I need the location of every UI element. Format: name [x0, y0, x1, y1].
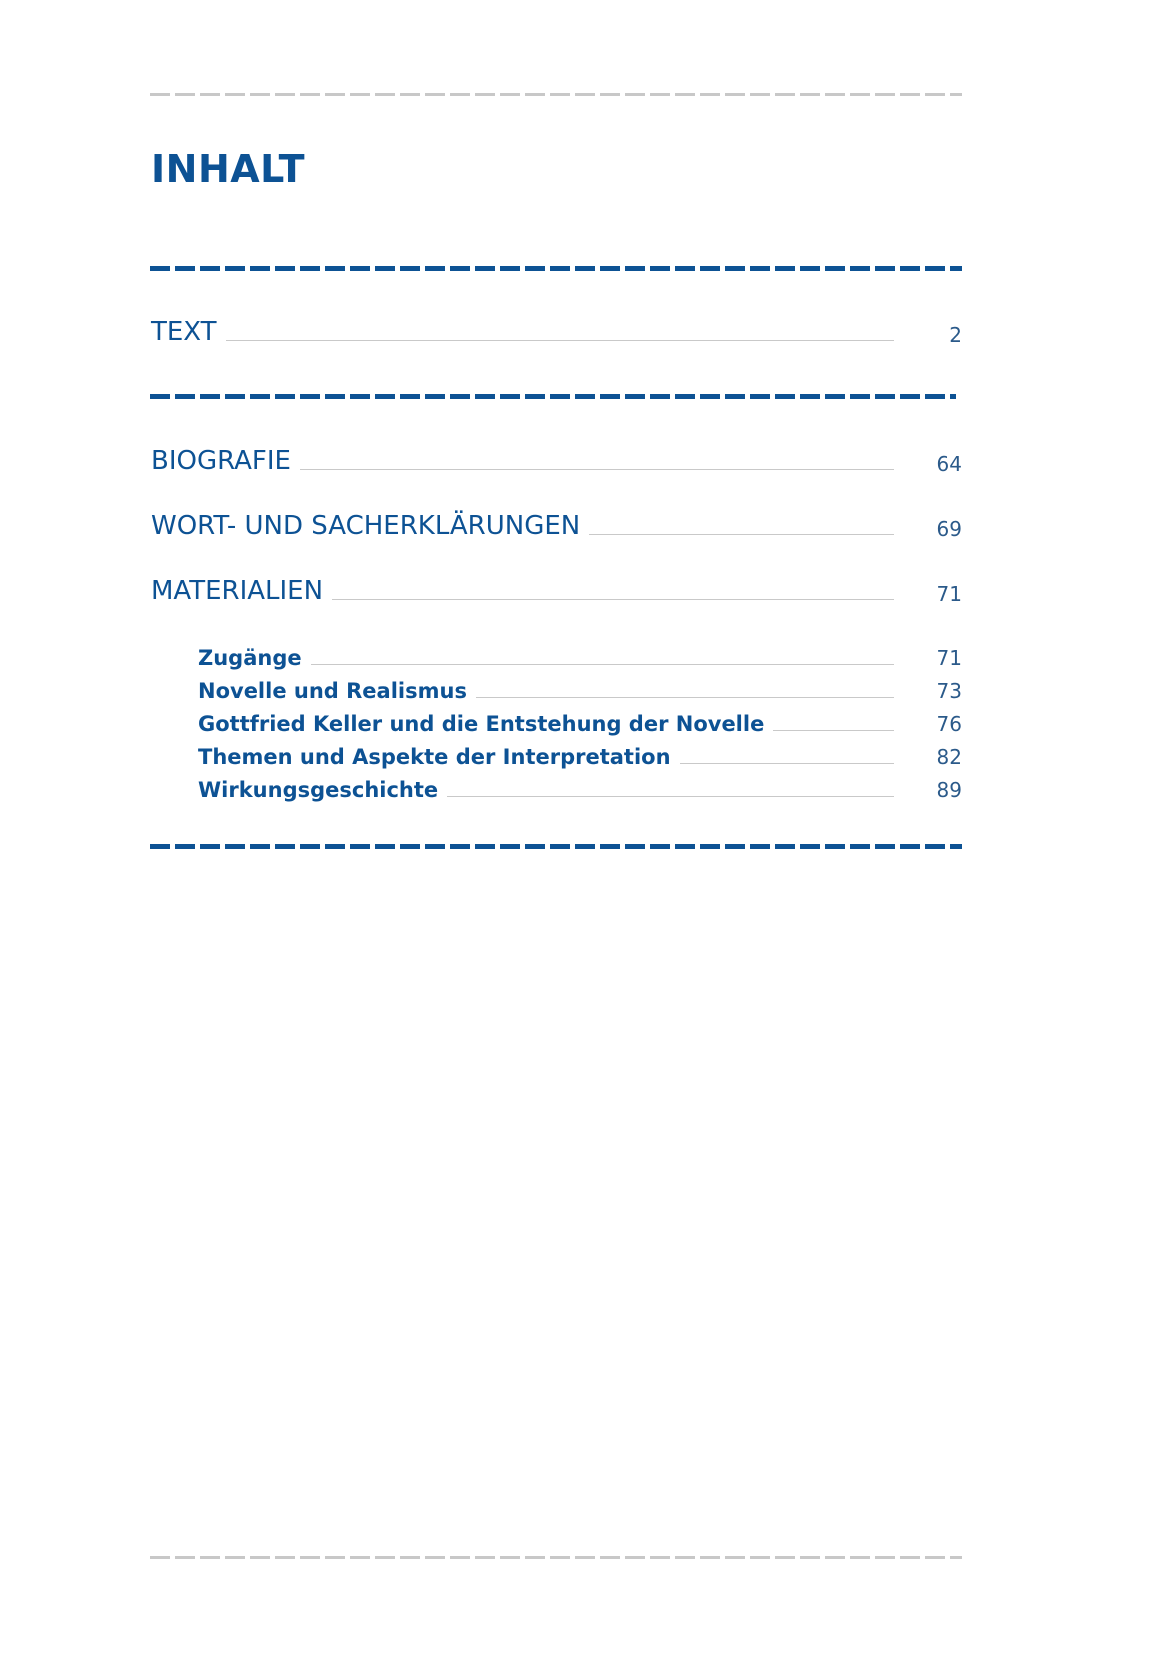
toc-page-number: 71 [936, 582, 962, 606]
dot-leader [311, 664, 894, 665]
dot-leader [680, 763, 894, 764]
toc-page-number: 73 [936, 679, 962, 703]
toc-subentry[interactable] [198, 645, 962, 671]
toc-subentry[interactable] [198, 777, 962, 803]
toc-entry-wort-und-sacherklaerungen[interactable] [151, 510, 962, 542]
dot-leader [476, 697, 894, 698]
toc-entry-label: BIOGRAFIE [151, 446, 291, 476]
top-rule [150, 93, 962, 96]
toc-entry-label: Themen und Aspekte der Interpretation [198, 745, 671, 769]
toc-page-number: 2 [949, 323, 962, 347]
dot-leader [300, 469, 894, 470]
section-divider [150, 844, 962, 849]
toc-entry-label: MATERIALIEN [151, 576, 324, 606]
toc-entry-label: Wirkungsgeschichte [198, 778, 439, 802]
toc-entry-biografie[interactable] [151, 445, 962, 477]
toc-page-number: 82 [936, 745, 962, 769]
dot-leader [773, 730, 894, 731]
section-divider [150, 266, 962, 271]
toc-entry-materialien[interactable] [151, 575, 962, 607]
toc-entry-label: Zugänge [198, 646, 302, 670]
toc-entry-label: Gottfried Keller und die Entstehung der Novelle [198, 712, 765, 736]
toc-entry-text[interactable] [151, 316, 962, 348]
section-divider [150, 394, 956, 399]
toc-entry-label: Novelle und Realismus [198, 679, 467, 703]
toc-subentry[interactable] [198, 711, 962, 737]
page-title: INHALT [151, 147, 305, 191]
toc-page-number: 76 [936, 712, 962, 736]
bottom-rule [150, 1556, 962, 1559]
dot-leader [447, 796, 894, 797]
toc-entry-label: WORT- UND SACHERKLÄRUNGEN [151, 511, 581, 541]
toc-page-number: 71 [936, 646, 962, 670]
toc-entry-label: TEXT [151, 317, 217, 347]
toc-page-number: 64 [936, 452, 962, 476]
toc-page-number: 69 [936, 517, 962, 541]
dot-leader [226, 340, 894, 341]
toc-subentry[interactable] [198, 744, 962, 770]
toc-subentry[interactable] [198, 678, 962, 704]
dot-leader [589, 534, 894, 535]
toc-page-number: 89 [936, 778, 962, 802]
dot-leader [332, 599, 894, 600]
